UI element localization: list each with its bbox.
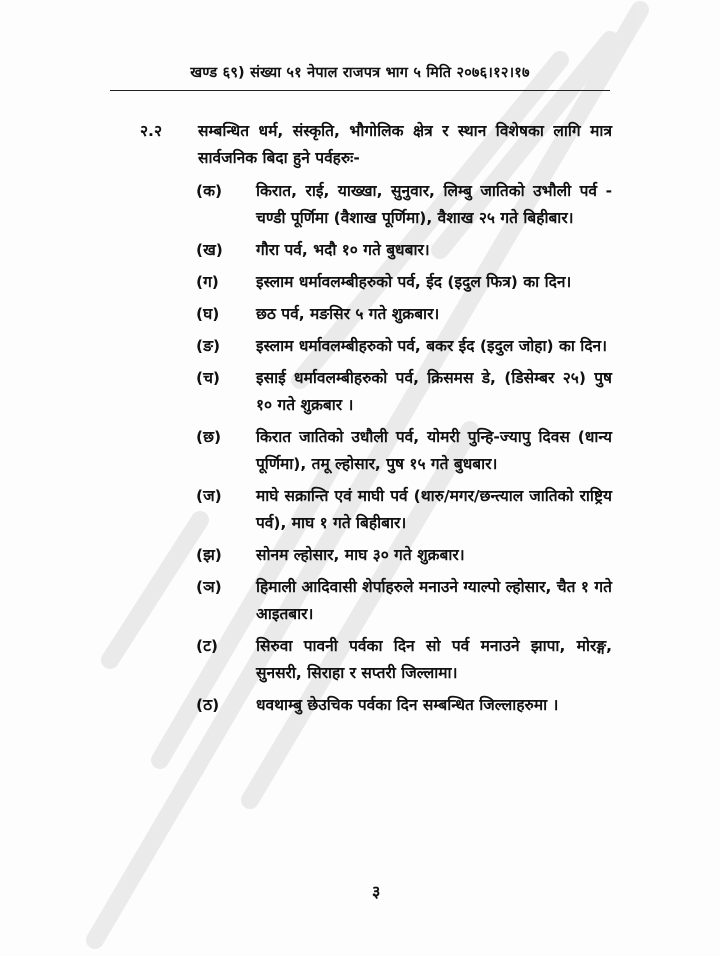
section-2-2 (140, 118, 612, 172)
item-text: छठ पर्व, मङसिर ५ गते शुक्रबार। (256, 305, 440, 323)
item-text: इस्लाम धर्मावलम्बीहरुको पर्व, बकर ईद (इदुल जोहा) का दिन। (256, 337, 608, 355)
item-text: गौरा पर्व, भदौ १० गते बुधबार। (256, 241, 430, 259)
item-label: (झ) (196, 546, 222, 564)
item-label: (छ) (196, 428, 222, 446)
item-text: किरात, राई, याख्खा, सुनुवार, लिम्बु जातिको उभौली पर्व - चण्डी पूर्णिमा (वैशाख पूर्णिमा), वैशाख २५ गते बिहीबार। (256, 182, 612, 227)
watermark-stroke (110, 520, 200, 660)
section-number: २.२ (140, 122, 163, 140)
gazette-header: खण्ड ६९) संख्या ५१ नेपाल राजपत्र भाग ५ मिति २०७६।१२।१७ (190, 65, 530, 81)
item-text: हिमाली आदिवासी शेर्पाहरुले मनाउने ग्याल्पो ल्होसार, चैत १ गते आइतबार। (256, 578, 612, 623)
list-item (196, 574, 612, 628)
item-label: (ज) (196, 487, 222, 505)
page-number: ३ (372, 882, 381, 901)
item-label: (घ) (196, 305, 220, 323)
item-text: सोनम ल्होसार, माघ ३० गते शुक्रबार। (256, 546, 465, 564)
item-label: (च) (196, 369, 221, 387)
item-label: (ख) (196, 241, 223, 259)
item-text: सिरुवा पावनी पर्वका दिन सो पर्व मनाउने झापा, मोरङ्ग, सुनसरी, सिराहा र सप्तरी जिल्लामा। (256, 637, 612, 682)
list-item (196, 269, 612, 296)
list-item (196, 692, 612, 719)
item-text: इसाई धर्मावलम्बीहरुको पर्व, क्रिसमस डे, (डिसेम्बर २५) पुष १० गते शुक्रबार । (256, 369, 612, 414)
list-item (196, 333, 612, 360)
section-heading (140, 118, 612, 172)
section-title: सम्बन्धित धर्म, संस्कृति, भौगोलिक क्षेत्र र स्थान विशेषका लागि मात्र सार्वजनिक बिदा हुने पर्वहरुः- (198, 122, 612, 167)
item-text: किरात जातिको उधौली पर्व, योमरी पुन्हि-ज्यापु दिवस (धान्य पूर्णिमा), तमू ल्होसार, पुष १५ गते बुधबार। (256, 428, 612, 473)
list-item (196, 178, 612, 232)
item-label: (ग) (196, 273, 219, 291)
item-label: (ङ) (196, 337, 221, 355)
item-text: माघे सक्रान्ति एवं माघी पर्व (थारु/मगर/छन्त्याल जातिको राष्ट्रिय पर्व), माघ १ गते बिहीबार। (256, 487, 612, 532)
item-text: धवथाम्बु छेउचिक पर्वका दिन सम्बन्धित जिल्लाहरुमा । (256, 696, 559, 714)
list-item (196, 424, 612, 478)
list-item (196, 483, 612, 537)
item-text: इस्लाम धर्मावलम्बीहरुको पर्व, ईद (इदुल फित्र) का दिन। (256, 273, 572, 291)
list-item (196, 365, 612, 419)
item-label: (क) (196, 182, 223, 200)
holiday-list (196, 178, 612, 724)
item-label: (ठ) (196, 696, 220, 714)
list-item (196, 301, 612, 328)
list-item (196, 542, 612, 569)
item-label: (ञ) (196, 578, 222, 596)
list-item (196, 633, 612, 687)
item-label: (ट) (196, 637, 218, 655)
header-divider (110, 90, 610, 91)
list-item (196, 237, 612, 264)
